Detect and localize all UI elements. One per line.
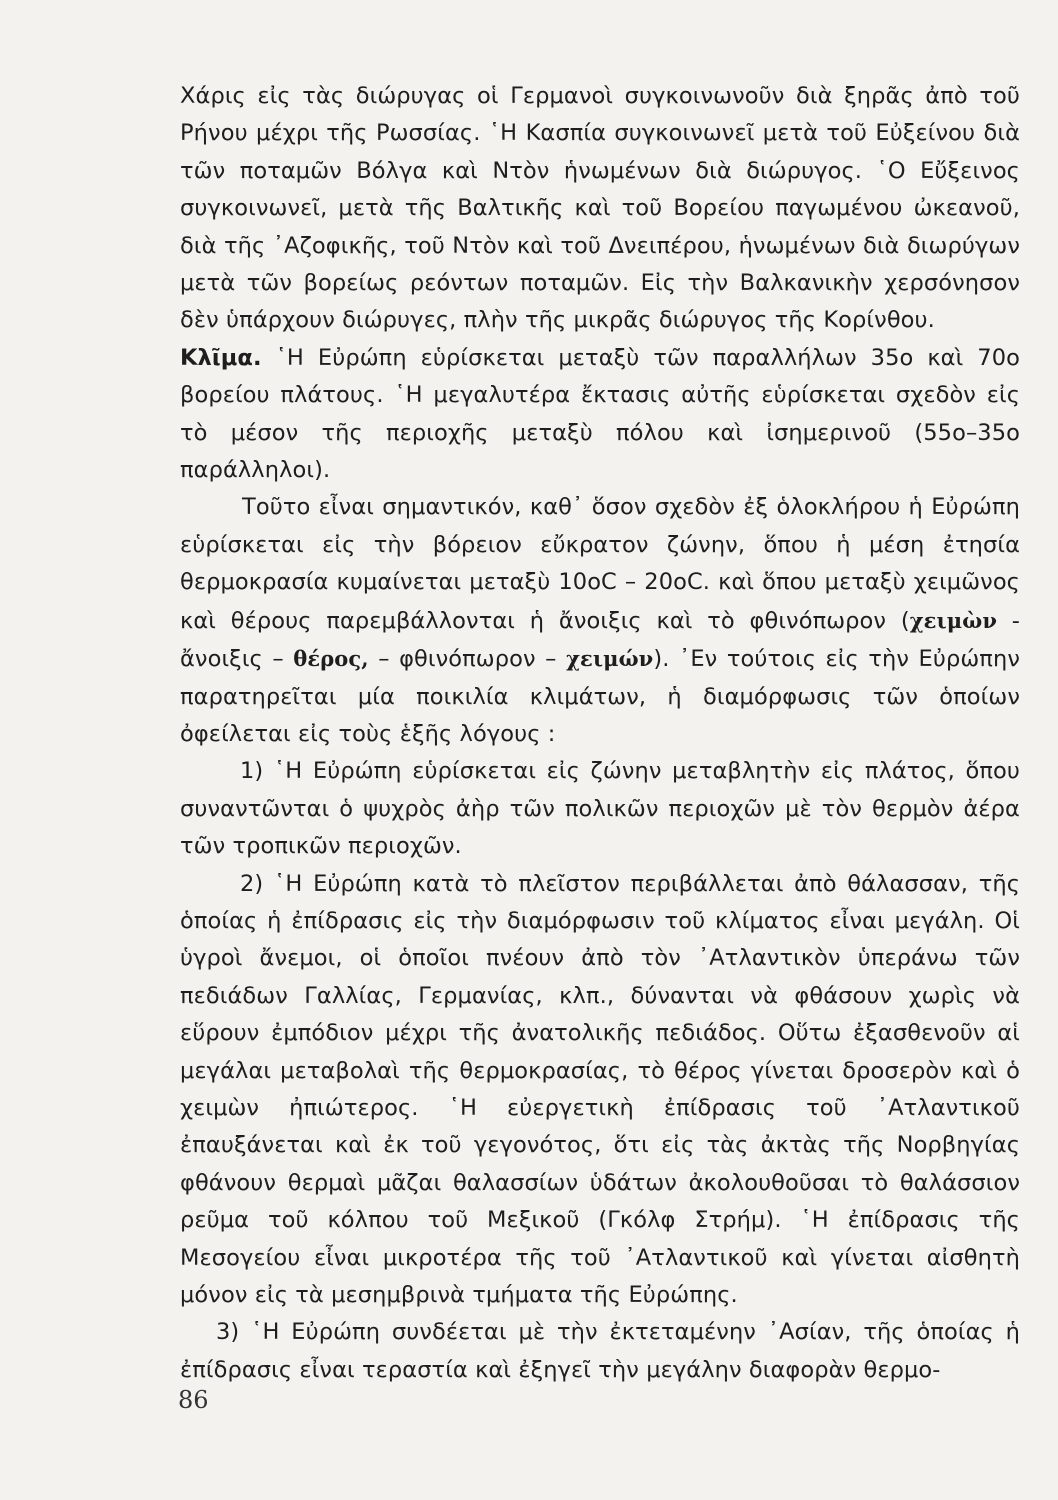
paragraph-climate xyxy=(180,340,1020,490)
climate-variety-text: ᾽Εν τούτοις εἰς τὴν Εὐρώπην παρατηρεῖται μία ποικιλία κλιμάτων, ἡ διαμόρφωσις τῶν ὁποίων ὀφείλεται εἰς τοὺς ἑξῆς λόγους : xyxy=(180,646,1020,747)
list-item-reason-1: 1) ῾Η Εὐρώπη εὑρίσκεται εἰς ζώνην μεταβλητὴν εἰς πλάτος, ὅπου συναντῶνται ὁ ψυχρὸς ἀὴρ τῶν πολικῶν περιοχῶν μὲ τὸν θερμὸν ἀέρα τῶν τροπικῶν περιοχῶν. xyxy=(180,758,1020,860)
body-text xyxy=(180,78,1020,1389)
season-sep-1: - ἄνοιξις – xyxy=(180,607,1020,673)
season-winter: χειμὼν xyxy=(909,607,998,633)
paragraph-temperate-zone xyxy=(180,489,1020,753)
page-number: 86 xyxy=(178,1386,209,1414)
section-heading-climate: Κλῖμα. xyxy=(180,344,262,371)
temperate-text: Τοῦτο εἶναι σημαντικόν, καθ᾽ ὅσον σχεδὸν ἐξ ὁλοκλήρου ἡ Εὐρώπη εὑρίσκεται εἰς τὴν βόρειον εὔκρατον ζώνην, ὅπου ἡ μέση ἐτησία θερμοκρασία κυμαίνεται μεταξὺ 10οC – 20οC. καὶ ὅπου μεταξὺ χειμῶνος καὶ θέρους παρεμβάλλονται ἡ ἄνοιξις καὶ τὸ φθινόπωρον ( xyxy=(180,494,1020,634)
season-summer: θέρος, xyxy=(293,646,369,672)
season-winter-2: χειμών xyxy=(566,646,654,672)
list-item-reason-3: 3) ῾Η Εὐρώπη συνδέεται μὲ τὴν ἐκτεταμένην ᾽Ασίαν, τῆς ὁποίας ἡ ἐπίδρασις εἶναι τεραστία καὶ ἐξηγεῖ τὴν μεγάλην διαφορὰν θερμο- xyxy=(180,1319,1020,1383)
paragraph-canals: Χάρις εἰς τὰς διώρυγας οἱ Γερμανοὶ συγκοινωνοῦν διὰ ξηρᾶς ἀπὸ τοῦ Ρήνου μέχρι τῆς Ρωσσίας. ῾Η Κασπία συγκοινωνεῖ μετὰ τοῦ Εὐξείνου διὰ τῶν ποταμῶν Βόλγα καὶ Ντὸν ἡνωμένων διὰ διώρυγος. ῾Ο Εὔξεινος συγκοινωνεῖ, μετὰ τῆς Βαλτικῆς καὶ τοῦ Βορείου παγωμένου ὠκεανοῦ, διὰ τῆς ᾽Αζοφικῆς, τοῦ Ντὸν καὶ τοῦ Δνειπέρου, ἡνωμένων διὰ διωρύγων μετὰ τῶν βορείως ρεόντων ποταμῶν. Εἰς τὴν Βαλκανικὴν χερσόνησον δὲν ὑπάρχουν διώρυγες, πλὴν τῆς μικρᾶς διώρυγος τῆς Κορίνθου. xyxy=(180,83,1020,334)
season-sep-2: – φθινόπωρον – xyxy=(368,646,567,673)
season-close: ). xyxy=(653,646,670,673)
climate-text: ῾Η Εὐρώπη εὑρίσκεται μεταξὺ τῶν παραλλήλων 35ο καὶ 70ο βορείου πλάτους. ῾Η μεγαλυτέρα ἔκτασις αὐτῆς εὑρίσκεται σχεδὸν εἰς τὸ μέσον τῆς περιοχῆς μεταξὺ πόλου καὶ ἰσημερινοῦ (55ο–35ο παράλληλοι). xyxy=(180,344,1020,484)
list-item-reason-2: 2) ῾Η Εὐρώπη κατὰ τὸ πλεῖστον περιβάλλεται ἀπὸ θάλασσαν, τῆς ὁποίας ἡ ἐπίδρασις εἰς τὴν διαμόρφωσιν τοῦ κλίματος εἶναι μεγάλη. Οἱ ὑγροὶ ἄνεμοι, οἱ ὁποῖοι πνέουν ἀπὸ τὸν ᾽Ατλαντικὸν ὑπεράνω τῶν πεδιάδων Γαλλίας, Γερμανίας, κλπ., δύνανται νὰ φθάσουν χωρὶς νὰ εὕρουν ἐμπόδιον μέχρι τῆς ἀνατολικῆς πεδιάδος. Οὕτω ἐξασθενοῦν αἱ μεγάλαι μεταβολαὶ τῆς θερμοκρασίας, τὸ θέρος γίνεται δροσερὸν καὶ ὁ χειμὼν ἠπιώτερος. ῾Η εὐεργετικὴ ἐπίδρασις τοῦ ᾽Ατλαντικοῦ ἐπαυξάνεται καὶ ἐκ τοῦ γεγονότος, ὅτι εἰς τὰς ἀκτὰς τῆς Νορβηγίας φθάνουν θερμαὶ μᾶζαι θαλασσίων ὑδάτων ἀκολουθοῦσαι τὸ θαλάσσιον ρεῦμα τοῦ κόλπου τοῦ Μεξικοῦ (Γκόλφ Στρήμ). ῾Η ἐπίδρασις τῆς Μεσογείου εἶναι μικροτέρα τῆς τοῦ ᾽Ατλαντικοῦ καὶ γίνεται αἰσθητὴ μόνον εἰς τὰ μεσημβρινὰ τμήματα τῆς Εὐρώπης. xyxy=(180,870,1020,1308)
